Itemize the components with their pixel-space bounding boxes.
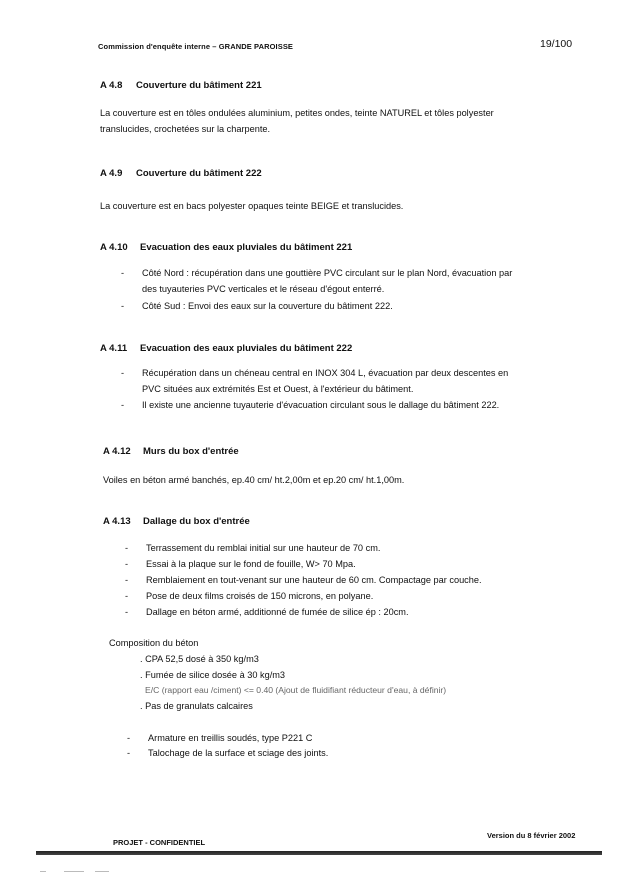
list-item-continuation: PVC situées aux extrémités Est et Ouest, à l'extérieur du bâtiment. (142, 384, 414, 394)
paragraph-line: Voiles en béton armé banchés, ep.40 cm/ ht.2,00m et ep.20 cm/ ht.1,00m. (103, 475, 405, 485)
section-title: Couverture du bâtiment 222 (136, 168, 262, 179)
list-item: - Talochage de la surface et sciage des joints. (148, 746, 328, 761)
bullet-dash: - (125, 591, 129, 601)
composition-item: . Fumée de silice dosée à 30 kg/m3 (140, 670, 286, 680)
paragraph-line: translucides, crochetées sur la charpente. (100, 124, 271, 134)
list-item: - Il existe une ancienne tuyauterie d'évacuation circulant sous le dallage du bâtiment 222. (142, 398, 499, 413)
list-item: - Remblaiement en tout-venant sur une hauteur de 60 cm. Compactage par couche. (146, 573, 482, 588)
paragraph-line: La couverture est en tôles ondulées aluminium, petites ondes, teinte NATUREL et tôles polyester (100, 108, 494, 118)
bullet-dash: - (121, 400, 125, 410)
list-item: - Dallage en béton armé, additionné de fumée de silice ép : 20cm. (146, 605, 409, 620)
composition-item: E/C (rapport eau /ciment) <= 0.40 (Ajout de fluidifiant réducteur d'eau, à définir) (145, 685, 447, 695)
list-item: - Terrassement du remblai initial sur une hauteur de 70 cm. (146, 541, 380, 556)
header-title: Commission d'enquête interne – GRANDE PAROISSE (98, 42, 294, 51)
section-heading-a413 (103, 516, 250, 527)
list-item: - Côté Sud : Envoi des eaux sur la couverture du bâtiment 222. (142, 299, 393, 314)
list-item: - Armature en treillis soudés, type P221 C (148, 731, 312, 746)
composition-item: . Pas de granulats calcaires (140, 701, 253, 711)
section-number: A 4.11 (100, 343, 128, 354)
list-item: - Récupération dans un chéneau central en INOX 304 L, évacuation par deux descentes en (142, 366, 508, 381)
section-number: A 4.10 (100, 242, 128, 253)
section-number: A 4.8 (100, 80, 123, 91)
bullet-dash: - (121, 368, 125, 378)
section-heading-a410 (100, 242, 352, 253)
list-item-continuation: des tuyauteries PVC verticales et le réseau d'égout enterré. (142, 284, 385, 294)
section-heading-a48 (100, 80, 262, 91)
bullet-dash: - (127, 733, 131, 743)
list-item: - Essai à la plaque sur le fond de fouille, W> 70 Mpa. (146, 557, 356, 572)
section-number: A 4.12 (103, 446, 131, 457)
composition-title: Composition du béton (109, 638, 199, 648)
footer-version: Version du 8 février 2002 (487, 831, 576, 840)
section-heading-a49 (100, 168, 262, 179)
list-item: - Côté Nord : récupération dans une gouttière PVC circulant sur le plan Nord, évacuation par (142, 266, 512, 281)
scan-speck (64, 871, 84, 872)
footer-confidential: PROJET - CONFIDENTIEL (113, 838, 206, 847)
paragraph-line: La couverture est en bacs polyester opaques teinte BEIGE et translucides. (100, 201, 404, 211)
section-heading-a411 (100, 343, 352, 354)
scan-speck (95, 871, 109, 872)
section-title: Murs du box d'entrée (143, 446, 239, 457)
section-title: Evacuation des eaux pluviales du bâtiment 221 (140, 242, 353, 253)
page-number: 19/100 (540, 38, 573, 50)
bullet-dash: - (125, 607, 129, 617)
section-heading-a412 (103, 446, 239, 457)
list-item: - Pose de deux films croisés de 150 microns, en polyane. (146, 589, 373, 604)
footer-rule (36, 851, 602, 855)
bullet-dash: - (125, 559, 129, 569)
bullet-dash: - (121, 268, 125, 278)
section-number: A 4.13 (103, 516, 131, 527)
bullet-dash: - (127, 748, 131, 758)
bullet-dash: - (125, 575, 129, 585)
section-title: Dallage du box d'entrée (143, 516, 250, 527)
section-title: Couverture du bâtiment 221 (136, 80, 262, 91)
section-title: Evacuation des eaux pluviales du bâtiment 222 (140, 343, 353, 354)
bullet-dash: - (125, 543, 129, 553)
section-number: A 4.9 (100, 168, 123, 179)
scan-speck (40, 871, 46, 872)
bullet-dash: - (121, 301, 125, 311)
composition-item: . CPA 52,5 dosé à 350 kg/m3 (140, 654, 259, 664)
